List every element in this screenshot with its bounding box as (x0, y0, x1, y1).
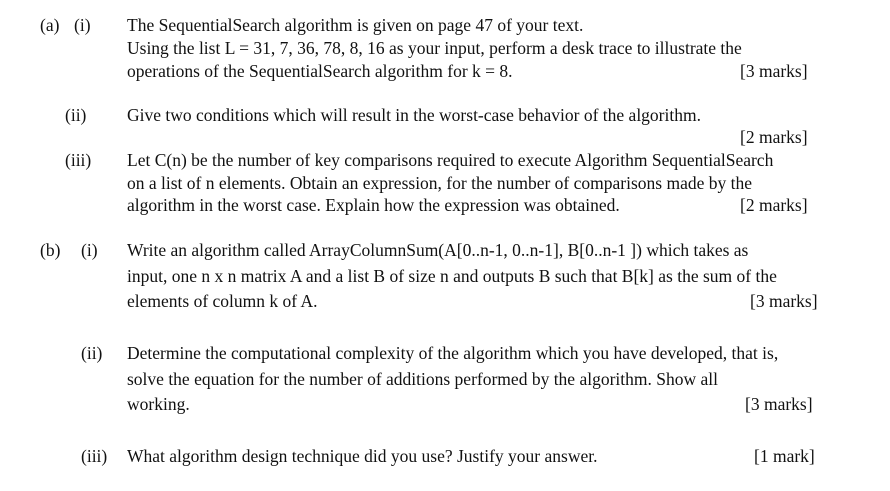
question-a-i-line-3: operations of the SequentialSearch algorithm for k = 8. (127, 61, 513, 81)
question-a-i-line-1: The SequentialSearch algorithm is given on page 47 of your text. (127, 15, 584, 35)
question-a-iii-line-3: algorithm in the worst case. Explain how the expression was obtained. (127, 195, 620, 215)
question-b-iii-line-1: What algorithm design technique did you use? Justify your answer. (127, 446, 598, 466)
question-a-iii-line-1: Let C(n) be the number of key comparisons required to execute Algorithm SequentialSearch (127, 150, 774, 170)
question-b-iii-label: (iii) (81, 446, 108, 466)
question-b-iii-marks: [1 mark] (754, 446, 815, 466)
question-a-i-label: (i) (74, 15, 91, 35)
part-b-label: (b) (40, 240, 61, 260)
question-a-iii-marks: [2 marks] (740, 195, 808, 215)
question-b-ii-line-3: working. (127, 394, 190, 414)
question-a-iii-line-2: on a list of n elements. Obtain an expression, for the number of comparisons made by the (127, 173, 752, 193)
question-a-ii-line-1: Give two conditions which will result in the worst-case behavior of the algorithm. (127, 105, 701, 125)
question-a-i-line-2: Using the list L = 31, 7, 36, 78, 8, 16 as your input, perform a desk trace to illustrate the (127, 38, 742, 58)
question-b-i-line-2: input, one n x n matrix A and a list B of size n and outputs B such that B[k] as the sum of the (127, 266, 777, 286)
question-b-i-line-3: elements of column k of A. (127, 291, 318, 311)
part-a-label: (a) (40, 15, 60, 35)
question-b-ii-line-2: solve the equation for the number of additions performed by the algorithm. Show all (127, 369, 718, 389)
question-b-i-marks: [3 marks] (750, 291, 818, 311)
question-a-i-marks: [3 marks] (740, 61, 808, 81)
question-b-ii-label: (ii) (81, 343, 103, 363)
question-a-ii-label: (ii) (65, 105, 87, 125)
question-b-i-line-1: Write an algorithm called ArrayColumnSum(A[0..n-1, 0..n-1], B[0..n-1 ]) which takes as (127, 240, 749, 260)
question-a-iii-label: (iii) (65, 150, 92, 170)
question-b-ii-marks: [3 marks] (745, 394, 813, 414)
question-b-ii-line-1: Determine the computational complexity of the algorithm which you have developed, that is, (127, 343, 779, 363)
question-a-ii-marks: [2 marks] (740, 127, 808, 147)
question-b-i-label: (i) (81, 240, 98, 260)
